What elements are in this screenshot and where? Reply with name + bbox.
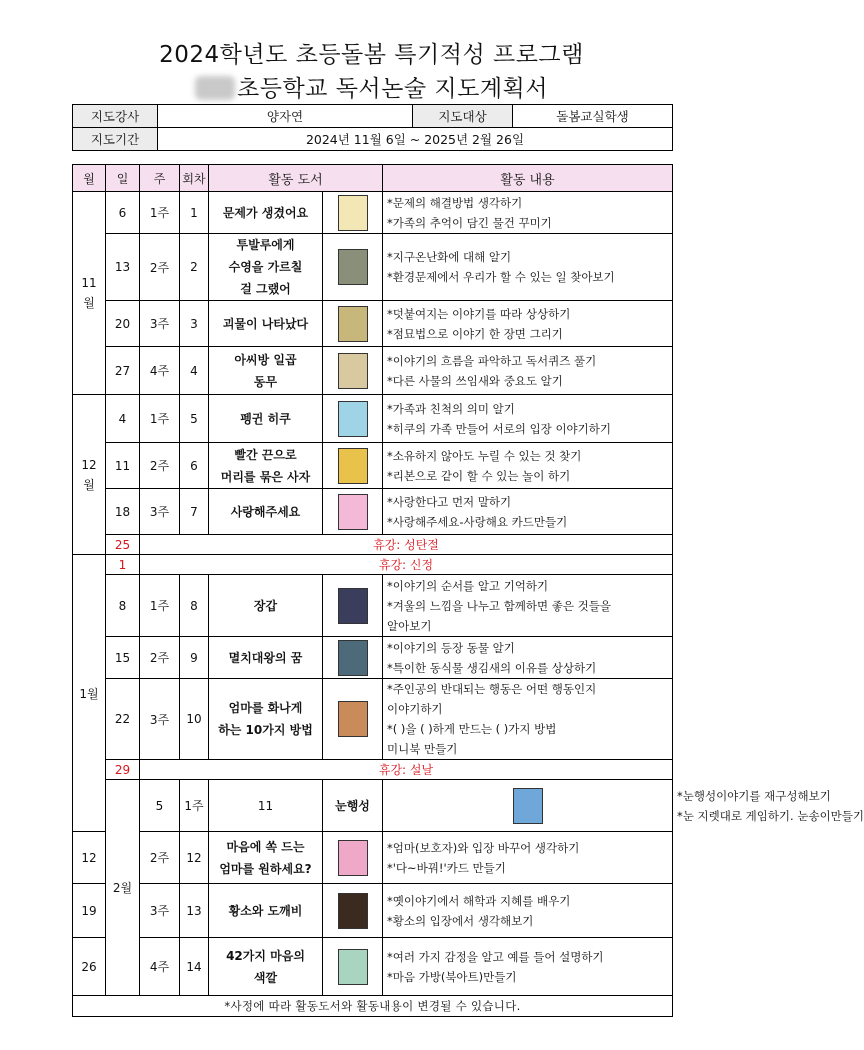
book-cover-image <box>338 893 368 929</box>
row-session: 5 <box>180 395 209 443</box>
row-session: 12 <box>180 832 209 884</box>
row-day: 12 <box>73 832 106 884</box>
row-session: 7 <box>180 489 209 535</box>
table-row <box>73 192 673 234</box>
document-title-line2 <box>0 70 743 103</box>
table-row <box>73 884 673 938</box>
holiday-text: 휴강: 설날 <box>140 760 673 780</box>
activity-line: *마음 가방(북아트)만들기 <box>387 969 517 984</box>
target-label: 지도대상 <box>413 105 513 128</box>
row-week: 4주 <box>140 938 180 996</box>
activity-line: *옛이야기에서 해학과 지혜를 배우기 <box>387 893 571 908</box>
table-row: 2월 5 1주 11 눈행성 *눈행성이야기를 재구성해보기 *눈 지렛대로 게임하기. 눈송이만들기 <box>73 780 673 832</box>
row-week: 3주 <box>140 301 180 347</box>
row-week: 1주 <box>140 575 180 637</box>
table-row <box>73 938 673 996</box>
activity-line: *사랑해주세요-사랑해요 카드만들기 <box>387 514 568 529</box>
row-activity <box>383 234 673 301</box>
row-book-title: 사랑해주세요 <box>209 489 323 535</box>
activity-line: *엄마(보호자)와 입장 바꾸어 생각하기 <box>387 840 580 855</box>
book-cover-image <box>338 588 368 624</box>
header-session: 회차 <box>180 165 209 192</box>
activity-line: 알아보기 <box>387 618 432 633</box>
activity-line: *이야기의 흐름을 파악하고 독서퀴즈 풀기 <box>387 353 597 368</box>
activity-line: *'다~바꿔!'카드 만들기 <box>387 860 506 875</box>
row-activity <box>383 347 673 395</box>
book-cover-image <box>338 640 368 676</box>
row-book-title: 42가지 마음의 색깔 <box>209 938 323 996</box>
row-activity <box>383 489 673 535</box>
row-session: 9 <box>180 637 209 679</box>
activity-line: *사랑한다고 먼저 말하기 <box>387 494 512 509</box>
activity-line: *특이한 동식물 생김새의 이유를 상상하기 <box>387 660 597 675</box>
row-day: 11 <box>106 443 140 489</box>
period-value: 2024년 11월 6일 ~ 2025년 2월 26일 <box>158 128 673 151</box>
teacher-value: 양자연 <box>158 105 413 128</box>
activity-line: *리본으로 같이 할 수 있는 놀이 하기 <box>387 468 571 483</box>
row-book-cover <box>323 192 383 234</box>
holiday-row <box>73 535 673 555</box>
table-row <box>73 234 673 301</box>
row-day: 19 <box>73 884 106 938</box>
row-book-title: 황소와 도깨비 <box>209 884 323 938</box>
row-activity <box>383 575 673 637</box>
header-week: 주 <box>140 165 180 192</box>
month-dec: 12 월 <box>73 395 106 555</box>
book-cover-image <box>513 788 543 824</box>
holiday-row <box>73 555 673 575</box>
row-book-title: 괴물이 나타났다 <box>209 301 323 347</box>
row-book-cover <box>323 489 383 535</box>
activity-line: *겨울의 느낌을 나누고 함께하면 좋은 것들을 <box>387 598 611 613</box>
info-table <box>72 104 673 151</box>
row-book-title: 아씨방 일곱 동무 <box>209 347 323 395</box>
schedule-table <box>72 164 864 1017</box>
footer-note: *사정에 따라 활동도서와 활동내용이 변경될 수 있습니다. <box>73 996 673 1017</box>
table-header-row <box>73 165 673 192</box>
row-session: 8 <box>180 575 209 637</box>
table-row <box>73 443 673 489</box>
table-row <box>73 489 673 535</box>
row-session: 2 <box>180 234 209 301</box>
row-session: 6 <box>180 443 209 489</box>
row-book-cover <box>323 301 383 347</box>
row-book-cover <box>323 395 383 443</box>
row-session: 13 <box>180 884 209 938</box>
table-row <box>73 301 673 347</box>
row-book-cover <box>323 884 383 938</box>
row-book-title: 문제가 생겼어요 <box>209 192 323 234</box>
activity-line: *환경문제에서 우리가 할 수 있는 일 찾아보기 <box>387 270 615 284</box>
row-book-cover <box>323 347 383 395</box>
book-cover-image <box>338 195 368 231</box>
row-book-title: 빨간 끈으로 머리를 묶은 사자 <box>209 443 323 489</box>
row-book-cover <box>323 938 383 996</box>
row-activity <box>383 637 673 679</box>
row-session: 1 <box>180 192 209 234</box>
row-day: 26 <box>73 938 106 996</box>
month-jan: 1월 <box>73 555 106 832</box>
row-day: 18 <box>106 489 140 535</box>
row-week: 4주 <box>140 347 180 395</box>
activity-line: *문제의 해결방법 생각하기 <box>387 195 523 210</box>
table-row <box>73 575 673 637</box>
row-day: 8 <box>106 575 140 637</box>
activity-line: *여러 가지 감정을 알고 예를 들어 설명하기 <box>387 949 604 964</box>
teacher-label: 지도강사 <box>73 105 158 128</box>
row-activity <box>383 301 673 347</box>
row-week: 2주 <box>140 832 180 884</box>
row-day: 15 <box>106 637 140 679</box>
activity-line: *가족의 추억이 담긴 물건 꾸미기 <box>387 215 552 230</box>
document-title-line1: 2024학년도 초등돌봄 특기적성 프로그램 <box>159 42 584 68</box>
row-activity <box>383 192 673 234</box>
activity-line: *소유하지 않아도 누릴 수 있는 것 찾기 <box>387 448 582 463</box>
activity-line: *히쿠의 가족 만들어 서로의 입장 이야기하기 <box>387 421 611 436</box>
period-label: 지도기간 <box>73 128 158 151</box>
holiday-day: 29 <box>106 760 140 780</box>
row-book-title: 눈행성 <box>323 780 383 832</box>
row-session: 3 <box>180 301 209 347</box>
row-session: 14 <box>180 938 209 996</box>
activity-line: *황소의 입장에서 생각해보기 <box>387 913 534 928</box>
row-book-cover <box>383 780 673 832</box>
month-feb: 2월 <box>106 780 140 996</box>
activity-line: *덧붙여지는 이야기를 따라 상상하기 <box>387 306 571 321</box>
holiday-text: 휴강: 성탄절 <box>140 535 673 555</box>
row-week: 3주 <box>140 884 180 938</box>
footer-note-row <box>73 996 673 1017</box>
holiday-day: 25 <box>106 535 140 555</box>
row-day: 22 <box>106 679 140 760</box>
row-book-cover <box>323 679 383 760</box>
row-day: 5 <box>140 780 180 832</box>
row-book-title: 장갑 <box>209 575 323 637</box>
row-activity <box>383 443 673 489</box>
row-activity <box>383 884 673 938</box>
row-activity <box>383 679 673 760</box>
row-book-title: 마음에 쏙 드는 엄마를 원하세요? <box>209 832 323 884</box>
row-week: 2주 <box>140 234 180 301</box>
book-cover-image <box>338 701 368 737</box>
book-cover-image <box>338 448 368 484</box>
activity-line: *이야기의 순서를 알고 기억하기 <box>387 578 549 593</box>
book-cover-image <box>338 949 368 985</box>
row-activity <box>383 938 673 996</box>
row-book-cover <box>323 637 383 679</box>
book-cover-image <box>338 494 368 530</box>
row-day: 6 <box>106 192 140 234</box>
row-day: 13 <box>106 234 140 301</box>
row-book-title: 엄마를 화나게 하는 10가지 방법 <box>209 679 323 760</box>
row-week: 1주 <box>140 192 180 234</box>
book-cover-image <box>338 353 368 389</box>
row-day: 27 <box>106 347 140 395</box>
row-day: 20 <box>106 301 140 347</box>
book-cover-image <box>338 840 368 876</box>
activity-line: *이야기의 등장 동물 알기 <box>387 640 515 655</box>
book-cover-image <box>338 306 368 342</box>
document-title-line2-text: 초등학교 독서논술 지도계획서 <box>237 76 548 102</box>
header-month: 월 <box>73 165 106 192</box>
activity-line: *다른 사물의 쓰임새와 중요도 알기 <box>387 373 563 388</box>
row-session: 10 <box>180 679 209 760</box>
row-book-cover <box>323 234 383 301</box>
row-week: 1주 <box>180 780 209 832</box>
activity-line: *( )을 ( )하게 만드는 ( )가지 방법 <box>387 722 557 736</box>
row-week: 3주 <box>140 489 180 535</box>
holiday-text: 휴강: 신정 <box>140 555 673 575</box>
row-book-cover <box>323 443 383 489</box>
header-day: 일 <box>106 165 140 192</box>
book-cover-image <box>338 401 368 437</box>
activity-line: *지구온난화에 대해 알기 <box>387 250 512 264</box>
activity-line: 미니북 만들기 <box>387 742 458 756</box>
table-row <box>73 637 673 679</box>
activity-line: *점묘법으로 이야기 한 장면 그리기 <box>387 326 563 341</box>
row-activity <box>383 395 673 443</box>
row-session: 4 <box>180 347 209 395</box>
activity-line: *가족과 친척의 의미 알기 <box>387 401 515 416</box>
row-book-cover <box>323 575 383 637</box>
row-day: 4 <box>106 395 140 443</box>
row-week: 1주 <box>140 395 180 443</box>
header-content: 활동 내용 <box>383 165 673 192</box>
row-session: 11 <box>209 780 323 832</box>
month-nov: 11 월 <box>73 192 106 395</box>
table-row <box>73 347 673 395</box>
activity-line: 이야기하기 <box>387 702 443 716</box>
target-value: 돌봄교실학생 <box>513 105 673 128</box>
table-row <box>73 679 673 760</box>
holiday-row <box>73 760 673 780</box>
row-book-title: 투발루에게 수영을 가르칠 걸 그랬어 <box>209 234 323 301</box>
row-activity <box>383 832 673 884</box>
row-week: 2주 <box>140 443 180 489</box>
book-cover-image <box>338 249 368 285</box>
row-book-title: 펭귄 히쿠 <box>209 395 323 443</box>
row-book-title: 멸치대왕의 꿈 <box>209 637 323 679</box>
activity-line: *주인공의 반대되는 행동은 어떤 행동인지 <box>387 682 597 696</box>
row-book-cover <box>323 832 383 884</box>
redacted-school-name <box>195 76 235 100</box>
table-row <box>73 832 673 884</box>
header-book: 활동 도서 <box>209 165 383 192</box>
row-week: 2주 <box>140 637 180 679</box>
row-week: 3주 <box>140 679 180 760</box>
table-row <box>73 395 673 443</box>
holiday-day: 1 <box>106 555 140 575</box>
